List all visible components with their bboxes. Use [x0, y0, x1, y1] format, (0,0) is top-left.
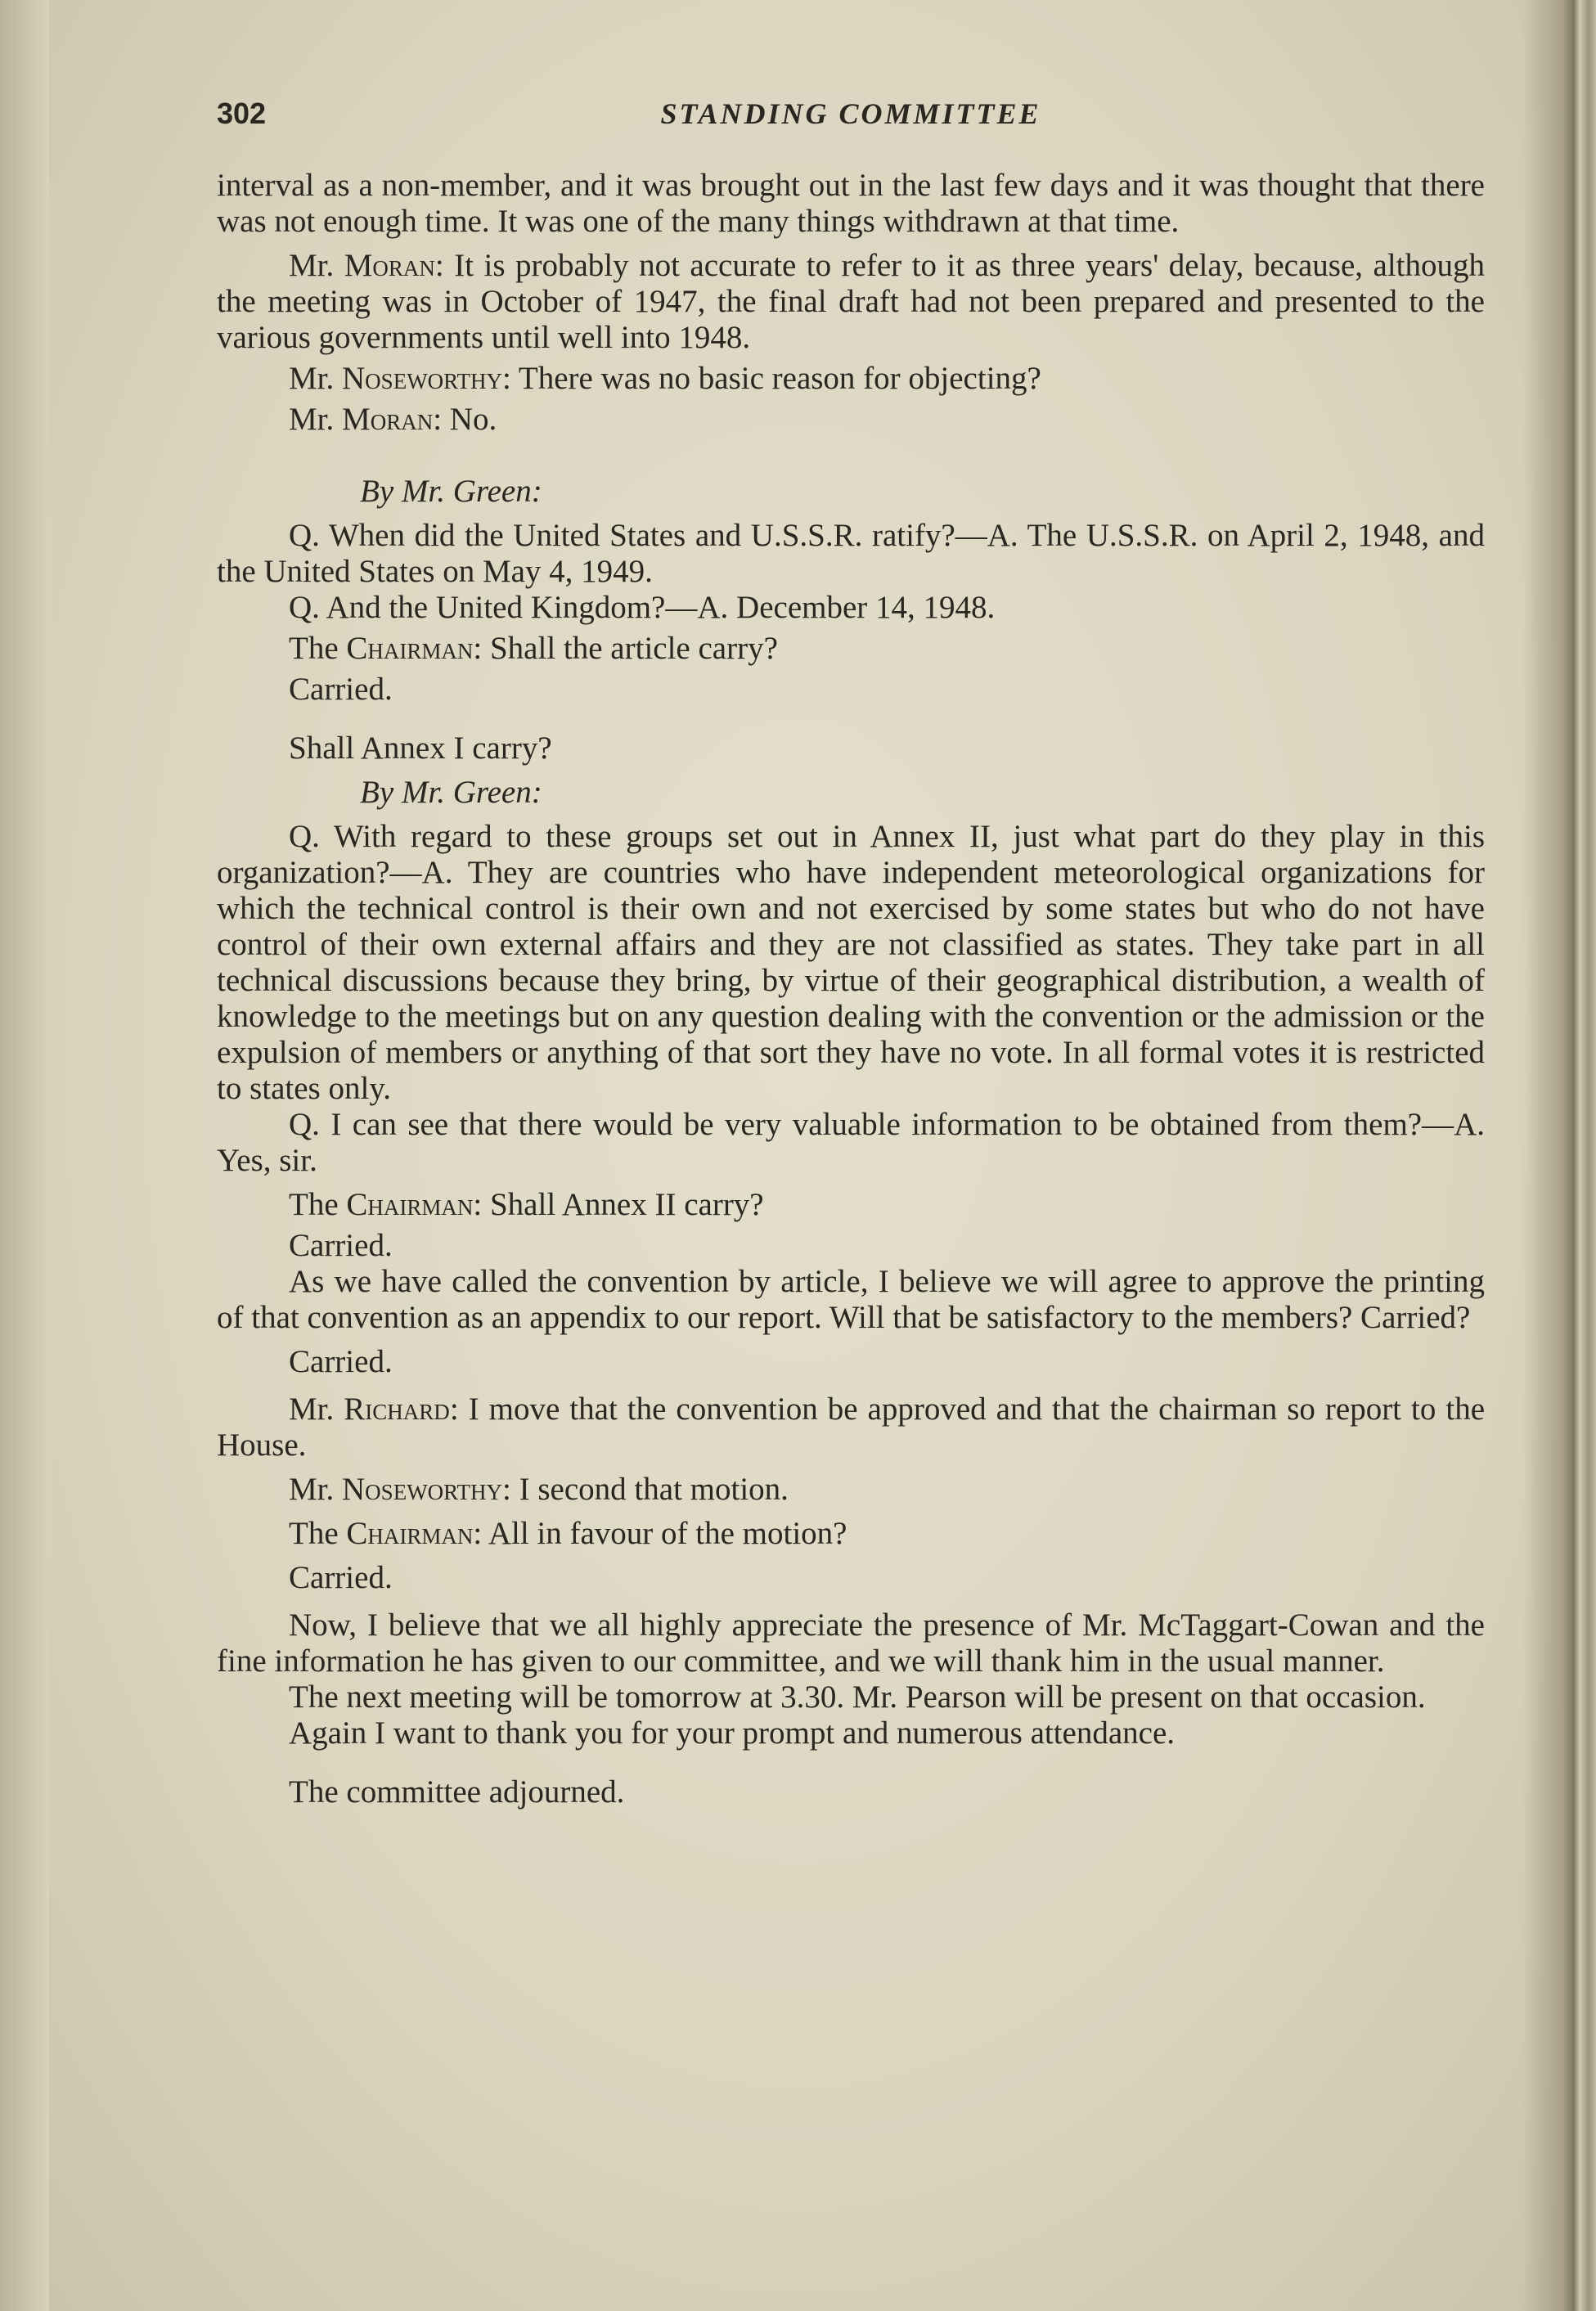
carried-line: Carried.	[289, 1228, 393, 1263]
speech-chairman: The Chairman: Shall Annex II carry?	[289, 1187, 764, 1222]
speaker-name: Chairman	[346, 1187, 474, 1222]
speaker-name: Chairman	[346, 631, 474, 666]
question-answer: Q. When did the United States and U.S.S.R. ratify?—A. The U.S.S.R. on April 2, 1948, and the United States on May 4, 1949.	[217, 518, 1485, 589]
speaker-name: Noseworthy	[342, 1472, 503, 1507]
question-answer: Q. And the United Kingdom?—A. December 14, 1948.	[289, 590, 996, 625]
speech-noseworthy: Mr. Noseworthy: I second that motion.	[289, 1472, 789, 1507]
speaker-name: Richard	[344, 1392, 450, 1427]
questioner-byline: By Mr. Green:	[360, 775, 542, 810]
speaker-name: Moran	[342, 402, 434, 437]
speech-noseworthy: Mr. Noseworthy: There was no basic reason for objecting?	[289, 361, 1041, 396]
speaker-name: Noseworthy	[342, 361, 503, 396]
carried-line: Carried.	[289, 1344, 393, 1379]
page-number: 302	[217, 97, 267, 130]
paragraph: Now, I believe that we all highly appreciate the presence of Mr. McTaggart-Cowan and the fine information he has given to our committee, and we will thank him in the usual manner.	[217, 1607, 1485, 1679]
carried-line: Carried.	[289, 1560, 393, 1595]
speech-moran-reply: Mr. Moran: No.	[289, 402, 497, 437]
question-answer: Q. I can see that there would be very valuable information to be obtained from them?—A. Yes, sir.	[217, 1107, 1485, 1178]
running-head: STANDING COMMITTEE	[660, 97, 1041, 130]
speech-richard: Mr. Richard: I move that the convention be approved and that the chairman so report to the House.	[217, 1392, 1486, 1463]
paragraph-continued: interval as a non-member, and it was brought out in the last few days and it was thought that there was not enough time. It was one of the many things withdrawn at that time.	[217, 168, 1485, 239]
speech-chairman: The Chairman: Shall the article carry?	[289, 631, 778, 666]
book-gutter-shadow	[0, 0, 49, 2311]
speaker-name: Chairman	[346, 1516, 474, 1551]
speech-moran: Mr. Moran: It is probably not accurate to refer to it as three years' delay, because, although the meeting was in October of 1947, the final draft had not been prepared and presented to the various governments until well into 1948.	[217, 248, 1485, 355]
question-answer: Q. With regard to these groups set out in Annex II, just what part do they play in this organization?—A. They are countries who have independent meteorological organizations for which the technical control is their own and not exercised by some states but who do not have control of their own external affairs and they are not classified as states. They take part in all technical discussions because they bring, by virtue of their geographical distribution, a wealth of knowledge to the meetings but on any question dealing with the convention or the admission or the expulsion of members or anything of that sort they have no vote. In all formal votes it is restricted to states only.	[217, 819, 1485, 1106]
body-text	[217, 168, 1485, 1810]
paragraph: Again I want to thank you for your prompt and numerous attendance.	[289, 1715, 1176, 1751]
paragraph: The next meeting will be tomorrow at 3.30. Mr. Pearson will be present on that occasion.	[289, 1679, 1426, 1715]
speaker-name: Moran	[344, 248, 435, 283]
questioner-byline: By Mr. Green:	[360, 474, 542, 509]
adjournment-line: The committee adjourned.	[289, 1774, 625, 1810]
page-edge-stack	[1522, 0, 1596, 2311]
page-header	[217, 92, 1485, 141]
carried-line: Carried.	[289, 672, 393, 707]
speech-chairman: The Chairman: All in favour of the motion?	[289, 1516, 847, 1551]
paragraph: As we have called the convention by article, I believe we will agree to approve the printing of that convention as an appendix to our report. Will that be satisfactory to the members? Carried?	[217, 1264, 1485, 1335]
annex-question: Shall Annex I carry?	[289, 731, 552, 766]
